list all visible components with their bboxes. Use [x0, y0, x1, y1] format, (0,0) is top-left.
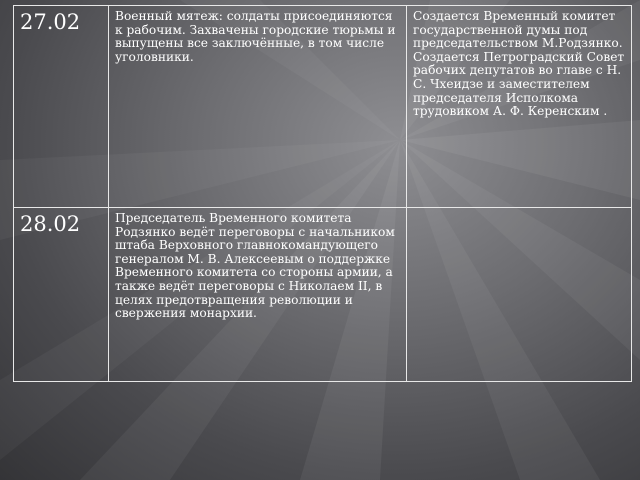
empty-cell — [407, 208, 632, 382]
event-cell: Военный мятеж: солдаты присоединяются к рабочим. Захвачены городские тюрьмы и выпущены все заключённые, в том числе уголовники. — [109, 6, 407, 208]
date-cell: 27.02 — [14, 6, 109, 208]
event-cell: Председатель Временного комитета Родзянко ведёт переговоры с начальником штаба Верховного главнокомандующего генералом М. В. Алексеевым о поддержке Временного комитета со стороны армии, а также ведёт переговоры с Николаем II, в целях предотвращения революции и свержения монархии. — [109, 208, 407, 382]
table-row — [14, 6, 632, 208]
event-cell: Создается Временный комитет государственной думы под председательством М.Родзянко. Создается Петроградский Совет рабочих депутатов во главе с Н. С. Чхеидзе и заместителем председателя Исполкома трудовиком А. Ф. Керенским . — [407, 6, 632, 208]
date-cell: 28.02 — [14, 208, 109, 382]
table-row — [14, 208, 632, 382]
events-table — [13, 5, 632, 382]
